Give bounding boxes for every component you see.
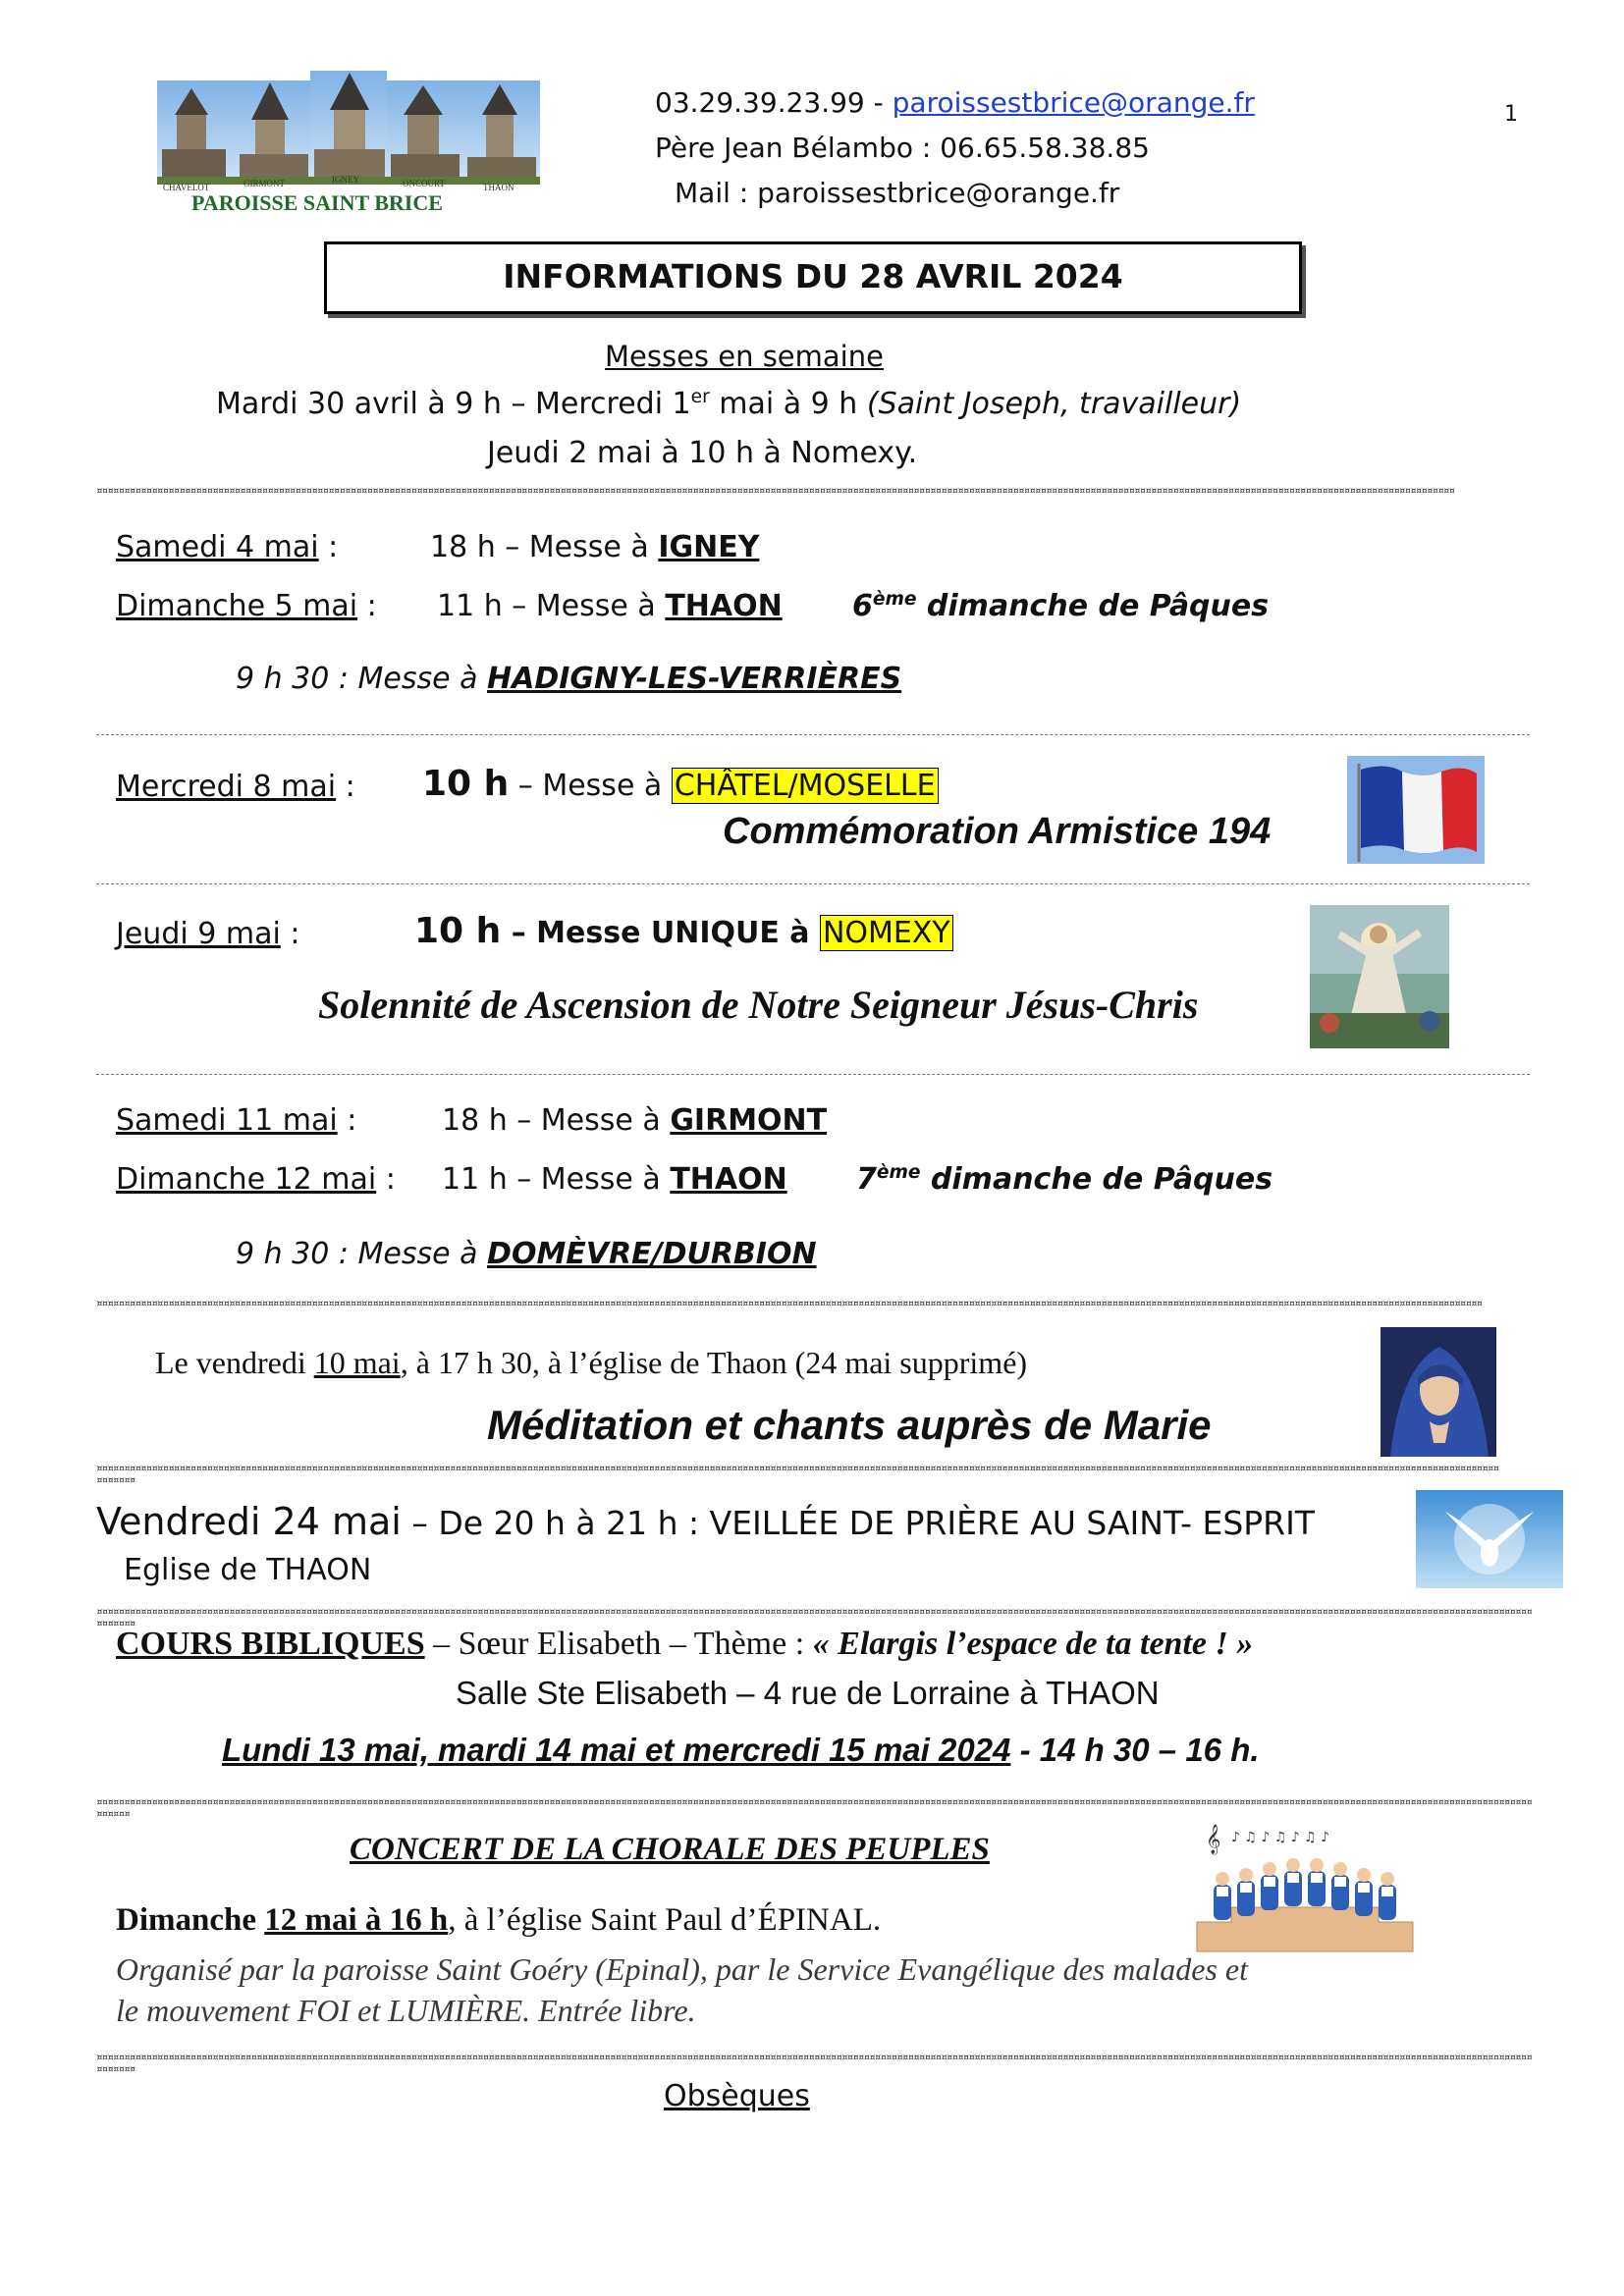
cours-times: - 14 h 30 – 16 h. xyxy=(1010,1732,1260,1768)
priest-contact: Père Jean Bélambo : 06.65.58.38.85 xyxy=(655,132,1150,164)
village-label: ONCOURT xyxy=(403,179,445,188)
weekday-heading: Messes en semaine xyxy=(605,340,884,373)
ordinal-sup: er xyxy=(690,387,710,407)
page-title: INFORMATIONS DU 28 AVRIL 2024 xyxy=(503,257,1123,295)
star-separator: ¤¤¤¤¤¤¤¤¤¤¤¤¤¤¤¤¤¤¤¤¤¤¤¤¤¤¤¤¤¤¤¤¤¤¤¤¤¤¤¤¤¤¤¤¤¤¤¤¤¤¤¤¤¤¤¤¤¤¤¤¤¤¤¤¤¤¤¤¤¤¤¤¤¤¤¤¤¤¤¤¤¤¤¤¤¤¤¤¤¤¤¤¤¤¤¤¤¤¤¤¤¤¤¤¤¤¤¤¤¤¤¤¤¤¤¤¤¤¤¤¤¤¤¤¤¤¤¤¤¤¤¤¤¤¤¤¤¤¤¤¤¤¤¤¤¤¤¤¤¤¤¤¤¤¤¤¤¤¤¤¤¤¤¤¤¤¤¤¤¤¤¤¤¤¤¤¤¤¤¤¤¤¤¤¤¤¤¤¤¤¤¤¤¤¤¤¤¤¤¤¤¤¤¤¤¤¤¤¤¤¤¤¤¤¤¤¤¤¤¤¤¤¤¤¤¤¤¤¤¤¤¤¤¤¤¤¤¤¤¤¤¤¤¤¤¤¤¤¤¤¤¤¤¤¤¤¤¤¤¤¤¤¤¤¤¤¤ xyxy=(96,1605,1532,1629)
village-label: IGNEY xyxy=(332,175,359,185)
mass-place: IGNEY xyxy=(658,530,760,564)
mass-time: 10 h xyxy=(414,911,502,951)
schedule-detail xyxy=(422,764,939,804)
feast-label xyxy=(856,1162,1272,1197)
weekday-text: Mardi 30 avril à 9 h – Mercredi 1 xyxy=(216,387,691,421)
mass-place: THAON xyxy=(665,589,783,623)
mass-place-highlight: NOMEXY xyxy=(820,915,953,951)
cours-title: COURS BIBLIQUES xyxy=(116,1626,425,1662)
weekday-feast: (Saint Joseph, travailleur) xyxy=(866,387,1242,421)
mass-place: THAON xyxy=(670,1162,787,1197)
dash-separator xyxy=(96,734,1530,735)
marie-text: Le vendredi xyxy=(155,1345,314,1380)
cours-text: – Sœur Elisabeth – Thème : xyxy=(424,1626,813,1662)
schedule-detail xyxy=(430,530,759,564)
parish-name: PAROISSE SAINT BRICE xyxy=(191,190,443,215)
colon: : xyxy=(357,589,377,623)
mail-line: Mail : paroissestbrice@orange.fr xyxy=(675,177,1120,209)
day-label: Samedi 11 mai xyxy=(116,1103,338,1138)
marie-text: , à 17 h 30, à l’église de Thaon (24 mai supprimé) xyxy=(400,1345,1028,1380)
schedule-detail xyxy=(437,589,783,623)
email-link[interactable]: paroissestbrice@orange.fr xyxy=(892,86,1255,119)
mass-text: 9 h 30 : Messe à xyxy=(236,1237,488,1271)
schedule-detail xyxy=(414,911,953,951)
veillee-place: Eglise de THAON xyxy=(124,1553,372,1587)
colon: : xyxy=(336,770,355,804)
star-separator: ¤¤¤¤¤¤¤¤¤¤¤¤¤¤¤¤¤¤¤¤¤¤¤¤¤¤¤¤¤¤¤¤¤¤¤¤¤¤¤¤¤¤¤¤¤¤¤¤¤¤¤¤¤¤¤¤¤¤¤¤¤¤¤¤¤¤¤¤¤¤¤¤¤¤¤¤¤¤¤¤¤¤¤¤¤¤¤¤¤¤¤¤¤¤¤¤¤¤¤¤¤¤¤¤¤¤¤¤¤¤¤¤¤¤¤¤¤¤¤¤¤¤¤¤¤¤¤¤¤¤¤¤¤¤¤¤¤¤¤¤¤¤¤¤¤¤¤¤¤¤¤¤¤¤¤¤¤¤¤¤¤¤¤¤¤¤¤¤¤¤¤¤¤¤¤¤¤¤¤¤¤¤¤¤¤¤¤¤¤¤¤¤¤¤¤¤¤¤¤¤¤¤¤¤¤¤¤¤¤¤¤¤¤¤¤¤¤¤¤¤¤¤¤¤¤¤¤¤¤¤¤¤¤¤¤¤¤¤¤¤¤¤¤¤¤¤¤¤¤¤¤¤¤¤¤¤¤¤¤¤¤¤¤¤¤¤ xyxy=(96,1795,1532,1820)
feast-text: dimanche de Pâques xyxy=(920,1162,1273,1197)
concert-text: , à l’église Saint Paul d’ÉPINAL. xyxy=(448,1902,882,1938)
mass-text: 11 h – Messe à xyxy=(437,589,666,623)
mass-text: 18 h – Messe à xyxy=(430,530,659,564)
mass-text: 18 h – Messe à xyxy=(442,1103,671,1138)
village-label: GIRMONT xyxy=(244,179,285,188)
cours-dates: Lundi 13 mai, mardi 14 mai et mercredi 15 mai 2024 xyxy=(222,1732,1011,1768)
mass-text: – Messe à xyxy=(509,769,672,803)
french-flag-icon xyxy=(1347,756,1485,864)
contact-phone-line xyxy=(655,86,1255,119)
marie-title: Méditation et chants auprès de Marie xyxy=(487,1402,1212,1448)
mass-time: 10 h xyxy=(422,764,510,804)
schedule-row xyxy=(116,1103,356,1138)
extra-mass xyxy=(236,662,901,696)
colon: : xyxy=(337,1103,357,1138)
schedule-detail xyxy=(442,1162,787,1197)
colon: : xyxy=(376,1162,396,1197)
mass-place-highlight: CHÂTEL/MOSELLE xyxy=(672,768,939,804)
star-separator: ¤¤¤¤¤¤¤¤¤¤¤¤¤¤¤¤¤¤¤¤¤¤¤¤¤¤¤¤¤¤¤¤¤¤¤¤¤¤¤¤¤¤¤¤¤¤¤¤¤¤¤¤¤¤¤¤¤¤¤¤¤¤¤¤¤¤¤¤¤¤¤¤¤¤¤¤¤¤¤¤¤¤¤¤¤¤¤¤¤¤¤¤¤¤¤¤¤¤¤¤¤¤¤¤¤¤¤¤¤¤¤¤¤¤¤¤¤¤¤¤¤¤¤¤¤¤¤¤¤¤¤¤¤¤¤¤¤¤¤¤¤¤¤¤¤¤¤¤¤¤¤¤¤¤¤¤¤¤¤¤¤¤¤¤¤¤¤¤¤¤¤¤¤¤¤¤¤¤¤¤¤¤¤¤¤¤¤¤¤¤¤¤¤¤¤¤¤¤¤¤¤¤¤¤¤¤¤¤¤¤¤¤¤¤¤¤¤¤¤¤¤¤¤¤¤¤¤¤¤¤¤¤¤¤¤¤¤¤¤¤¤¤¤¤¤¤¤¤¤¤¤¤¤¤¤¤¤¤¤¤¤¤¤¤¤¤¤ xyxy=(96,2051,1532,2075)
day-label: Dimanche 5 mai xyxy=(116,589,358,623)
cours-address: Salle Ste Elisabeth – 4 rue de Lorraine à THAON xyxy=(456,1675,1160,1711)
choir-icon xyxy=(1192,1824,1418,1951)
phone-number: 03.29.39.23.99 - xyxy=(655,86,893,119)
dash-separator xyxy=(96,1074,1530,1075)
colon: : xyxy=(280,917,300,951)
mass-place: GIRMONT xyxy=(670,1103,828,1138)
marie-info xyxy=(155,1345,1027,1381)
colon: : xyxy=(318,530,339,564)
ascension-title: Solennité de Ascension de Notre Seigneur Jésus-Chris xyxy=(318,983,1199,1027)
schedule-row xyxy=(116,1162,396,1197)
star-separator: ¤¤¤¤¤¤¤¤¤¤¤¤¤¤¤¤¤¤¤¤¤¤¤¤¤¤¤¤¤¤¤¤¤¤¤¤¤¤¤¤¤¤¤¤¤¤¤¤¤¤¤¤¤¤¤¤¤¤¤¤¤¤¤¤¤¤¤¤¤¤¤¤¤¤¤¤¤¤¤¤¤¤¤¤¤¤¤¤¤¤¤¤¤¤¤¤¤¤¤¤¤¤¤¤¤¤¤¤¤¤¤¤¤¤¤¤¤¤¤¤¤¤¤¤¤¤¤¤¤¤¤¤¤¤¤¤¤¤¤¤¤¤¤¤¤¤¤¤¤¤¤¤¤¤¤¤¤¤¤¤¤¤¤¤¤¤¤¤¤¤¤¤¤¤¤¤¤¤¤¤¤¤¤¤¤¤¤¤¤¤¤¤¤¤¤¤¤¤¤¤¤¤¤¤¤¤¤¤¤¤¤¤¤¤¤¤¤¤¤¤¤¤¤¤¤¤¤¤¤¤¤¤¤¤¤¤¤¤¤¤¤¤¤¤¤¤ xyxy=(96,484,1455,497)
parish-logo xyxy=(157,71,540,216)
schedule-detail xyxy=(442,1103,827,1138)
schedule-row xyxy=(116,917,299,951)
cours-line xyxy=(116,1626,1253,1663)
star-separator: ¤¤¤¤¤¤¤¤¤¤¤¤¤¤¤¤¤¤¤¤¤¤¤¤¤¤¤¤¤¤¤¤¤¤¤¤¤¤¤¤¤¤¤¤¤¤¤¤¤¤¤¤¤¤¤¤¤¤¤¤¤¤¤¤¤¤¤¤¤¤¤¤¤¤¤¤¤¤¤¤¤¤¤¤¤¤¤¤¤¤¤¤¤¤¤¤¤¤¤¤¤¤¤¤¤¤¤¤¤¤¤¤¤¤¤¤¤¤¤¤¤¤¤¤¤¤¤¤¤¤¤¤¤¤¤¤¤¤¤¤¤¤¤¤¤¤¤¤¤¤¤¤¤¤¤¤¤¤¤¤¤¤¤¤¤¤¤¤¤¤¤¤¤¤¤¤¤¤¤¤¤¤¤¤¤¤¤¤¤¤¤¤¤¤¤¤¤¤¤¤¤¤¤¤¤¤¤¤¤¤¤¤¤¤¤¤¤¤¤¤¤¤¤¤¤¤¤¤¤¤¤¤¤¤¤¤¤¤¤¤¤¤¤¤¤¤¤¤¤¤¤¤¤¤¤¤¤¤¤¤¤ xyxy=(96,1462,1499,1486)
village-label: THAON xyxy=(483,183,514,192)
mass-text: 9 h 30 : Messe à xyxy=(236,662,488,696)
obseques-heading: Obsèques xyxy=(664,2079,810,2113)
mass-text: 11 h – Messe à xyxy=(442,1162,671,1197)
schedule-row xyxy=(116,770,355,804)
concert-organiser-2: le mouvement FOI et LUMIÈRE. Entrée libre. xyxy=(116,1993,696,2028)
day-label: Mercredi 8 mai xyxy=(116,770,337,804)
ordinal: 7 xyxy=(856,1162,877,1197)
svg-text:𝄞: 𝄞 xyxy=(1206,1825,1221,1854)
day-label: Dimanche 12 mai xyxy=(116,1162,377,1197)
mass-place: HADIGNY-LES-VERRIÈRES xyxy=(487,662,902,696)
dash-separator xyxy=(96,883,1530,884)
commemoration-title: Commémoration Armistice 194 xyxy=(723,811,1272,852)
cours-theme: « Elargis l’espace de ta tente ! » xyxy=(812,1626,1254,1662)
page-number: 1 xyxy=(1504,102,1518,127)
ordinal-sup: ème xyxy=(872,589,917,610)
marie-date: 10 mai xyxy=(313,1345,401,1380)
concert-date: 12 mai à 16 h xyxy=(264,1902,449,1938)
weekday-line-1 xyxy=(216,387,1241,421)
village-label: CHAVELOT xyxy=(163,183,210,192)
concert-line xyxy=(116,1902,881,1939)
day-label: Samedi 4 mai xyxy=(116,530,319,564)
veillee-date: Vendredi 24 mai xyxy=(96,1500,402,1543)
schedule-row xyxy=(116,589,377,623)
ordinal: 6 xyxy=(852,589,873,623)
mass-place: DOMÈVRE/DURBION xyxy=(487,1237,817,1271)
extra-mass xyxy=(236,1237,817,1271)
ascension-painting-icon xyxy=(1310,905,1449,1048)
weekday-text: mai à 9 h xyxy=(709,387,867,421)
dove-icon xyxy=(1416,1490,1563,1588)
virgin-mary-icon xyxy=(1380,1327,1496,1457)
schedule-row xyxy=(116,530,338,564)
feast-text: dimanche de Pâques xyxy=(916,589,1270,623)
ordinal-sup: ème xyxy=(876,1162,921,1183)
concert-title: CONCERT DE LA CHORALE DES PEUPLES xyxy=(350,1832,990,1867)
star-separator: ¤¤¤¤¤¤¤¤¤¤¤¤¤¤¤¤¤¤¤¤¤¤¤¤¤¤¤¤¤¤¤¤¤¤¤¤¤¤¤¤¤¤¤¤¤¤¤¤¤¤¤¤¤¤¤¤¤¤¤¤¤¤¤¤¤¤¤¤¤¤¤¤¤¤¤¤¤¤¤¤¤¤¤¤¤¤¤¤¤¤¤¤¤¤¤¤¤¤¤¤¤¤¤¤¤¤¤¤¤¤¤¤¤¤¤¤¤¤¤¤¤¤¤¤¤¤¤¤¤¤¤¤¤¤¤¤¤¤¤¤¤¤¤¤¤¤¤¤¤¤¤¤¤¤¤¤¤¤¤¤¤¤¤¤¤¤¤¤¤¤¤¤¤¤¤¤¤¤¤¤¤¤¤¤¤¤¤¤¤¤¤¤¤¤¤¤¤¤¤¤¤¤¤¤¤¤¤¤¤¤¤¤¤¤¤¤¤¤¤¤¤¤¤¤¤¤¤¤¤¤¤¤¤¤¤¤¤¤¤¤¤¤¤¤¤¤¤¤¤¤¤ xyxy=(96,1297,1483,1309)
feast-label xyxy=(852,589,1269,623)
veillee-line xyxy=(96,1500,1315,1543)
concert-day: Dimanche xyxy=(116,1902,265,1938)
cours-schedule xyxy=(222,1732,1260,1769)
weekday-line-2: Jeudi 2 mai à 10 h à Nomexy. xyxy=(487,436,918,470)
concert-organiser-1: Organisé par la paroisse Saint Goéry (Epinal), par le Service Evangélique des malades et xyxy=(116,1951,1248,1987)
svg-text:♪ ♫ ♪ ♫ ♪ ♫ ♪: ♪ ♫ ♪ ♫ ♪ ♫ ♪ xyxy=(1231,1830,1330,1845)
mass-text: – Messe UNIQUE à xyxy=(501,916,820,950)
day-label: Jeudi 9 mai xyxy=(116,917,281,951)
title-box xyxy=(324,241,1302,314)
veillee-text: – De 20 h à 21 h : VEILLÉE DE PRIÈRE AU SAINT- ESPRIT xyxy=(401,1504,1315,1542)
